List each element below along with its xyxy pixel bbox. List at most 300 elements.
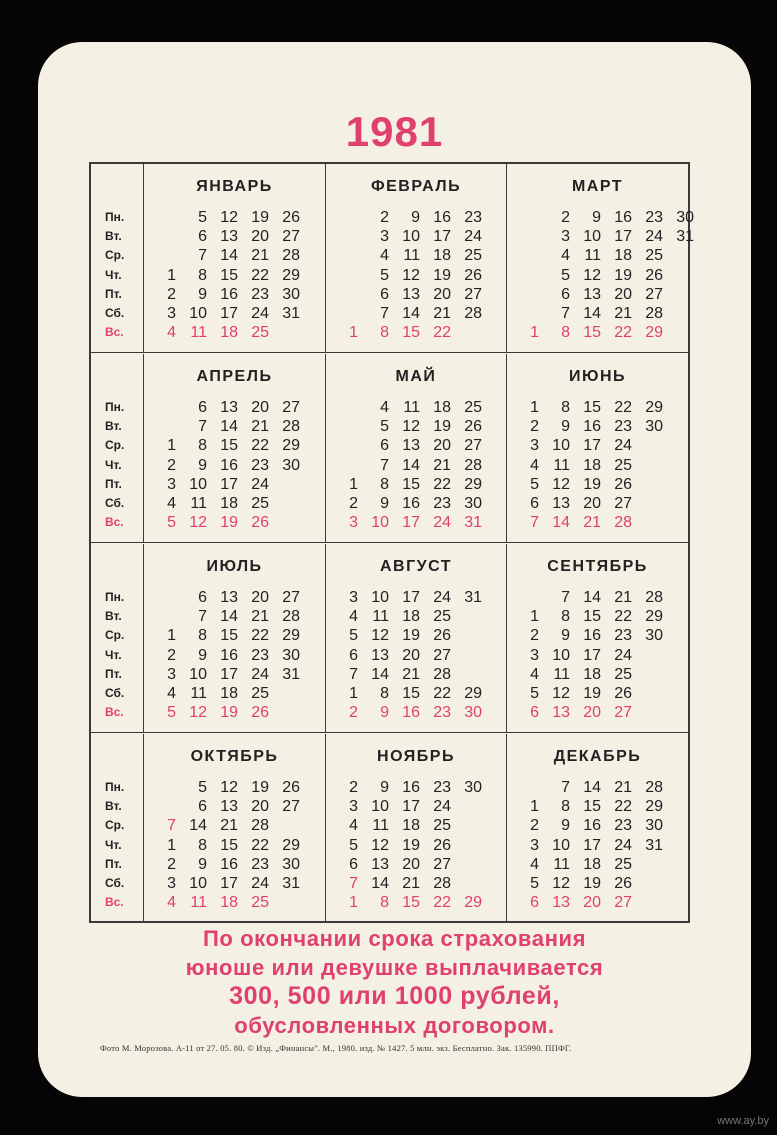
weekday-label: Вс. (105, 705, 124, 720)
weekday-label: Вт. (105, 609, 122, 624)
week-row (144, 855, 325, 874)
month-name: ИЮНЬ (568, 368, 627, 385)
calendar-day: 4 (530, 665, 539, 683)
calendar-day: 25 (464, 399, 482, 416)
calendar-day: 6 (198, 399, 207, 416)
calendar-day: 26 (614, 875, 632, 892)
calendar-day: 25 (251, 495, 269, 512)
calendar-day: 21 (433, 305, 451, 322)
week-row (507, 436, 688, 455)
calendar-day: 4 (530, 456, 539, 474)
week-row (144, 266, 325, 285)
calendar-day: 19 (433, 418, 451, 436)
calendar-day: 4 (561, 247, 570, 265)
calendar-day: 13 (220, 399, 238, 416)
calendar-day: 15 (402, 475, 420, 493)
calendar-day: 5 (167, 514, 176, 532)
calendar-day: 6 (380, 437, 389, 455)
month-name: НОЯБРЬ (377, 748, 455, 765)
week-row (326, 778, 506, 797)
calendar-day: 19 (433, 266, 451, 284)
calendar-day: 6 (349, 646, 358, 664)
calendar-day: 20 (583, 704, 601, 722)
calendar-day: 23 (251, 285, 269, 303)
week-row (507, 893, 688, 912)
calendar-day: 19 (402, 627, 420, 645)
watermark: www.ay.by (717, 1115, 769, 1127)
calendar-day: 16 (583, 418, 601, 436)
calendar-day: 16 (220, 855, 238, 873)
calendar-day: 9 (198, 285, 207, 303)
calendar-day: 19 (220, 514, 238, 532)
calendar-day: 13 (552, 495, 570, 512)
month-name: ИЮЛЬ (206, 558, 263, 575)
calendar-day: 2 (167, 646, 176, 664)
week-row (144, 607, 325, 626)
calendar-day: 29 (645, 798, 663, 816)
weekday-labels (91, 354, 144, 543)
calendar-day: 22 (614, 798, 632, 816)
week-row (507, 607, 688, 626)
calendar-day: 26 (645, 266, 663, 284)
calendar-day: 4 (380, 247, 389, 265)
calendar-day: 19 (220, 704, 238, 722)
calendar-day: 29 (282, 437, 300, 455)
calendar-day: 9 (561, 627, 570, 645)
month-name: ЯНВАРЬ (196, 178, 273, 195)
calendar-day: 31 (282, 875, 300, 892)
calendar-day: 13 (371, 855, 389, 873)
week-row (144, 836, 325, 855)
calendar-day: 7 (380, 456, 389, 474)
calendar-day: 20 (583, 894, 601, 912)
calendar-day: 4 (167, 685, 176, 702)
calendar-day: 10 (371, 514, 389, 532)
month-name: ДЕКАБРЬ (553, 748, 642, 765)
calendar-day: 9 (592, 209, 601, 226)
calendar-day: 11 (403, 247, 420, 265)
calendar-day: 17 (220, 875, 238, 892)
calendar-day: 9 (380, 779, 389, 796)
calendar-day: 6 (198, 589, 207, 606)
calendar-day: 13 (402, 285, 420, 303)
calendar-day: 8 (198, 836, 207, 854)
calendar-day: 11 (190, 894, 207, 912)
calendar-day: 18 (220, 685, 238, 702)
week-row (326, 684, 506, 703)
slogan-line-3: 300, 500 или 1000 рублей, (229, 982, 560, 1010)
calendar-day: 1 (530, 608, 539, 626)
calendar-day: 17 (402, 514, 420, 532)
calendar-day: 1 (167, 437, 176, 455)
calendar-day: 9 (198, 646, 207, 664)
month-block (144, 354, 326, 543)
calendar-day: 12 (189, 514, 207, 532)
week-row (326, 266, 506, 285)
calendar-day: 15 (583, 798, 601, 816)
week-row (326, 227, 506, 246)
calendar-day: 6 (530, 894, 539, 912)
week-row (326, 855, 506, 874)
week-row (507, 304, 688, 323)
calendar-day: 20 (251, 399, 269, 416)
calendar-day: 3 (167, 875, 176, 892)
calendar-day: 26 (614, 475, 632, 493)
calendar-day: 14 (220, 608, 238, 626)
calendar-day: 3 (349, 589, 358, 606)
calendar-day: 3 (167, 665, 176, 683)
weekday-label: Вт. (105, 799, 122, 814)
calendar-day: 1 (167, 266, 176, 284)
calendar-day: 28 (645, 779, 663, 796)
calendar-day: 14 (552, 514, 570, 532)
calendar-day: 10 (189, 875, 207, 892)
calendar-day: 16 (220, 646, 238, 664)
month-block (144, 164, 326, 353)
calendar-day: 26 (464, 418, 482, 436)
calendar-day: 1 (349, 685, 358, 702)
calendar-day: 24 (433, 589, 451, 606)
calendar-day: 8 (198, 437, 207, 455)
calendar-day: 1 (349, 894, 358, 912)
week-row (326, 588, 506, 607)
calendar-day: 4 (530, 855, 539, 873)
calendar-day: 29 (645, 399, 663, 416)
calendar-day: 14 (583, 589, 601, 606)
calendar-day: 24 (614, 437, 632, 455)
calendar-day: 6 (198, 228, 207, 246)
week-row (144, 227, 325, 246)
week-row (507, 665, 688, 684)
week-row (144, 816, 325, 835)
calendar-day: 10 (552, 437, 570, 455)
calendar-day: 21 (251, 608, 269, 626)
week-row (144, 893, 325, 912)
month-name: МАРТ (571, 178, 624, 195)
calendar-day: 16 (220, 456, 238, 474)
weekday-label: Пн. (105, 210, 125, 224)
calendar-day: 17 (583, 437, 601, 455)
calendar-day: 31 (464, 589, 482, 606)
month-block (326, 354, 507, 543)
calendar-day: 16 (402, 495, 420, 512)
calendar-day: 19 (251, 209, 269, 226)
week-row (144, 436, 325, 455)
month-name: СЕНТЯБРЬ (547, 558, 648, 575)
calendar-day: 2 (167, 855, 176, 873)
calendar-day: 19 (583, 685, 601, 702)
week-row (507, 285, 688, 304)
calendar-day: 25 (614, 855, 632, 873)
calendar-grid (89, 162, 694, 923)
calendar-day: 30 (464, 495, 482, 512)
calendar-day: 27 (282, 228, 300, 246)
calendar-day: 25 (614, 456, 632, 474)
calendar-day: 17 (583, 836, 601, 854)
calendar-day: 11 (553, 456, 570, 474)
calendar-day: 24 (645, 228, 663, 246)
calendar-day: 10 (371, 589, 389, 606)
week-row (507, 588, 688, 607)
calendar-day: 24 (614, 836, 632, 854)
calendar-day: 28 (433, 665, 451, 683)
week-row (507, 475, 688, 494)
calendar-day: 16 (583, 627, 601, 645)
calendar-day: 10 (189, 665, 207, 683)
calendar-day: 31 (464, 514, 482, 532)
calendar-day: 27 (464, 437, 482, 455)
weekday-label: Пн. (105, 590, 125, 604)
week-row (144, 513, 325, 532)
calendar-day: 8 (561, 608, 570, 626)
calendar-day: 8 (561, 324, 570, 342)
calendar-day: 5 (198, 209, 207, 226)
week-row (144, 684, 325, 703)
month-block (507, 734, 688, 923)
calendar-card (38, 42, 751, 1097)
calendar-day: 17 (433, 228, 451, 246)
insurance-slogan (38, 924, 751, 1040)
calendar-day: 5 (167, 704, 176, 722)
calendar-day: 28 (282, 608, 300, 626)
week-row (326, 304, 506, 323)
week-row (144, 208, 325, 227)
calendar-day: 16 (220, 285, 238, 303)
calendar-day: 1 (167, 627, 176, 645)
calendar-day: 11 (372, 817, 389, 835)
calendar-day: 25 (464, 247, 482, 265)
month-name: АВГУСТ (379, 558, 453, 575)
calendar-day: 15 (402, 894, 420, 912)
calendar-day: 9 (380, 704, 389, 722)
calendar-day: 11 (584, 247, 601, 265)
calendar-day: 4 (167, 324, 176, 342)
weekday-label: Пн. (105, 780, 125, 794)
week-row (326, 456, 506, 475)
week-row (507, 626, 688, 645)
calendar-day: 5 (198, 779, 207, 796)
week-row (326, 475, 506, 494)
calendar-day: 25 (433, 817, 451, 835)
month-name: МАЙ (395, 368, 437, 385)
calendar-day: 23 (251, 855, 269, 873)
week-row (144, 626, 325, 645)
calendar-day: 18 (433, 399, 451, 416)
week-row (507, 874, 688, 893)
calendar-day: 22 (614, 324, 632, 342)
week-row (326, 797, 506, 816)
calendar-day: 11 (403, 399, 420, 416)
calendar-day: 24 (614, 646, 632, 664)
week-row (144, 588, 325, 607)
calendar-day: 10 (402, 228, 420, 246)
calendar-day: 13 (220, 589, 238, 606)
week-row (144, 398, 325, 417)
calendar-day: 31 (676, 228, 694, 246)
calendar-day: 5 (349, 627, 358, 645)
calendar-day: 18 (583, 456, 601, 474)
calendar-day: 27 (433, 646, 451, 664)
calendar-day: 21 (583, 514, 601, 532)
weekday-label: Вт. (105, 419, 122, 434)
week-row (144, 665, 325, 684)
week-row (507, 323, 688, 342)
calendar-day: 17 (220, 305, 238, 322)
calendar-day: 3 (167, 475, 176, 493)
calendar-day: 5 (530, 685, 539, 702)
calendar-day: 8 (198, 627, 207, 645)
month-block (507, 544, 688, 733)
weekday-label: Пт. (105, 476, 122, 491)
calendar-day: 16 (402, 779, 420, 796)
weekday-label: Сб. (105, 496, 125, 510)
calendar-day: 22 (251, 627, 269, 645)
calendar-day: 15 (583, 399, 601, 416)
calendar-day: 3 (349, 798, 358, 816)
week-row (144, 874, 325, 893)
calendar-day: 25 (614, 665, 632, 683)
month-block (507, 354, 688, 543)
calendar-day: 18 (614, 247, 632, 265)
weekday-label: Пт. (105, 666, 122, 681)
weekday-label: Пт. (105, 286, 122, 301)
calendar-day: 30 (464, 779, 482, 796)
month-block (326, 544, 507, 733)
calendar-day: 10 (189, 475, 207, 493)
calendar-day: 12 (402, 266, 420, 284)
week-row (326, 208, 506, 227)
calendar-day: 30 (676, 209, 694, 226)
week-row (144, 456, 325, 475)
calendar-day: 7 (561, 305, 570, 322)
calendar-day: 18 (402, 817, 420, 835)
calendar-day: 25 (251, 894, 269, 912)
calendar-day: 7 (349, 875, 358, 892)
calendar-day: 30 (282, 855, 300, 873)
calendar-day: 23 (433, 495, 451, 512)
calendar-day: 14 (583, 779, 601, 796)
calendar-day: 25 (251, 324, 269, 342)
calendar-day: 15 (583, 324, 601, 342)
week-row (144, 494, 325, 513)
calendar-day: 29 (464, 894, 482, 912)
calendar-day: 8 (561, 798, 570, 816)
calendar-day: 23 (251, 456, 269, 474)
calendar-day: 2 (349, 495, 358, 512)
calendar-day: 23 (433, 779, 451, 796)
calendar-day: 16 (433, 209, 451, 226)
calendar-day: 6 (530, 495, 539, 512)
calendar-day: 24 (433, 514, 451, 532)
calendar-day: 12 (552, 875, 570, 892)
calendar-day: 19 (583, 475, 601, 493)
calendar-day: 5 (380, 266, 389, 284)
calendar-day: 2 (167, 285, 176, 303)
calendar-day: 29 (464, 475, 482, 493)
calendar-day: 18 (583, 665, 601, 683)
calendar-day: 26 (282, 779, 300, 796)
calendar-day: 29 (282, 627, 300, 645)
week-row (507, 797, 688, 816)
weekday-label: Пт. (105, 856, 122, 871)
calendar-day: 8 (198, 266, 207, 284)
calendar-day: 26 (251, 704, 269, 722)
calendar-day: 9 (380, 495, 389, 512)
weekday-label: Чт. (105, 837, 122, 852)
calendar-day: 22 (433, 475, 451, 493)
calendar-day: 28 (645, 305, 663, 322)
calendar-day: 15 (220, 627, 238, 645)
calendar-day: 31 (282, 665, 300, 683)
weekday-label: Вс. (105, 515, 124, 530)
month-name: ФЕВРАЛЬ (370, 178, 462, 195)
calendar-day: 22 (433, 685, 451, 702)
calendar-day: 17 (614, 228, 632, 246)
calendar-day: 20 (402, 855, 420, 873)
week-row (326, 494, 506, 513)
week-row (326, 246, 506, 265)
week-row (507, 208, 694, 227)
calendar-day: 24 (251, 875, 269, 892)
weekday-labels (91, 164, 144, 353)
calendar-day: 11 (553, 855, 570, 873)
calendar-day: 15 (402, 324, 420, 342)
calendar-day: 12 (552, 475, 570, 493)
calendar-day: 2 (530, 418, 539, 436)
calendar-day: 13 (220, 798, 238, 816)
week-row (144, 304, 325, 323)
calendar-day: 17 (583, 646, 601, 664)
calendar-day: 22 (614, 608, 632, 626)
calendar-day: 24 (433, 798, 451, 816)
calendar-day: 26 (433, 836, 451, 854)
calendar-day: 14 (220, 247, 238, 265)
calendar-day: 7 (349, 665, 358, 683)
calendar-day: 12 (189, 704, 207, 722)
calendar-day: 9 (561, 817, 570, 835)
calendar-day: 28 (282, 418, 300, 436)
calendar-day: 20 (251, 228, 269, 246)
calendar-day: 2 (530, 627, 539, 645)
calendar-day: 28 (433, 875, 451, 892)
week-row (326, 816, 506, 835)
calendar-day: 28 (645, 589, 663, 606)
calendar-day: 20 (614, 285, 632, 303)
calendar-day: 24 (251, 665, 269, 683)
calendar-day: 8 (561, 399, 570, 416)
calendar-day: 29 (464, 685, 482, 702)
slogan-line-1: По окончании срока страхования (202, 926, 587, 951)
calendar-day: 8 (380, 685, 389, 702)
calendar-day: 30 (464, 704, 482, 722)
calendar-day: 18 (583, 855, 601, 873)
calendar-day: 8 (380, 894, 389, 912)
calendar-day: 25 (251, 685, 269, 702)
weekday-label: Сб. (105, 306, 125, 320)
calendar-day: 21 (614, 589, 632, 606)
calendar-day: 21 (251, 418, 269, 436)
week-row (326, 323, 506, 342)
calendar-day: 2 (349, 779, 358, 796)
calendar-day: 24 (464, 228, 482, 246)
calendar-day: 19 (402, 836, 420, 854)
calendar-day: 8 (380, 475, 389, 493)
calendar-day: 6 (198, 798, 207, 816)
calendar-day: 15 (402, 685, 420, 702)
calendar-day: 6 (380, 285, 389, 303)
calendar-day: 7 (198, 608, 207, 626)
weekday-label: Сб. (105, 876, 125, 890)
